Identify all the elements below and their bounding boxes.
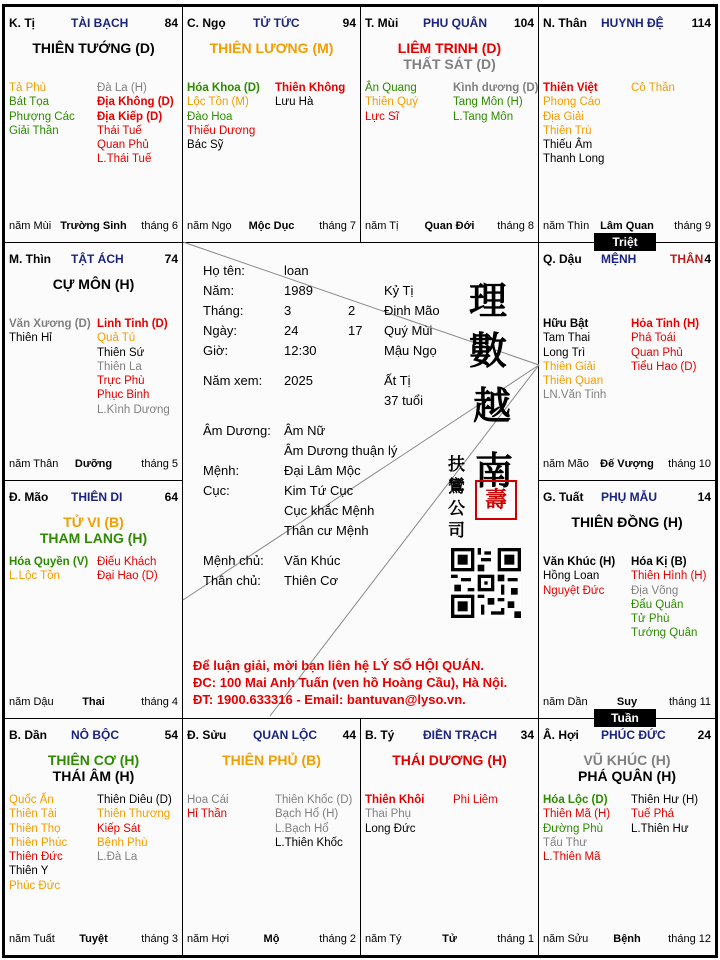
label-cuc: Cục: <box>203 483 230 498</box>
footer-month: tháng 7 <box>319 220 356 232</box>
main-star: VŨ KHÚC (H) <box>583 752 671 768</box>
main-star: TỬ VI (B) <box>63 514 124 530</box>
label-menh-chu: Mệnh chủ: <box>203 553 264 568</box>
minor-star: Tả Phù <box>9 82 47 94</box>
small-calli-3: 公 <box>448 499 465 519</box>
minor-star: Phúc Đức <box>9 879 61 892</box>
footer-month: tháng 10 <box>668 458 711 470</box>
footer-stage: Trường Sinh <box>60 220 127 232</box>
minor-star: Hóa Lộc (D) <box>543 794 608 806</box>
minor-star: Thiên Y <box>9 865 49 878</box>
value-ngay-canchi: Quý Mùi <box>384 323 433 338</box>
palace-name: TỬ TỨC <box>253 16 300 30</box>
palace-name: PHỤ MẪU <box>601 490 657 504</box>
label-menh: Mệnh: <box>203 463 240 478</box>
value-cuc-khac: Cục khắc Mệnh <box>284 503 375 518</box>
minor-star: Thai Phụ <box>365 808 412 821</box>
minor-star: Phong Cáo <box>543 96 601 109</box>
minor-star: Cô Thần <box>631 82 675 94</box>
value-nam: 1989 <box>284 283 313 298</box>
minor-star: Tiểu Hao (D) <box>631 360 697 373</box>
footer-month: tháng 4 <box>141 696 178 708</box>
minor-star: Địa Không (D) <box>97 96 174 109</box>
than-marker: THÂN <box>670 252 704 266</box>
main-star: THÁI DƯƠNG (H) <box>392 752 507 768</box>
value-ngay-am: 17 <box>348 323 363 338</box>
palace-number: 74 <box>164 252 178 266</box>
footer-month: tháng 1 <box>497 933 534 945</box>
tuan-marker: Tuần <box>594 709 656 727</box>
minor-star: Địa Võng <box>631 584 679 597</box>
value-gio: 12:30 <box>284 343 317 358</box>
palace-position: T. Mùi <box>365 16 399 30</box>
minor-star: Đẩu Quân <box>631 598 684 611</box>
footer-month: tháng 11 <box>668 696 711 708</box>
minor-star: Hóa Khoa (D) <box>187 82 260 94</box>
minor-star: Hỉ Thần <box>187 808 228 821</box>
main-star: THẤT SÁT (D) <box>403 56 496 72</box>
minor-star: Đà La (H) <box>97 82 147 94</box>
minor-star: Văn Khúc (H) <box>543 556 616 568</box>
calligraphy-char-3: 越 <box>473 383 512 428</box>
minor-star: Kình dương (D) <box>453 82 539 94</box>
minor-star: Hồng Loan <box>543 570 600 583</box>
footer-year: năm Ngọ <box>187 220 232 232</box>
palace-name: PHU QUÂN <box>423 16 488 30</box>
value-than-chu: Thiên Cơ <box>284 573 339 588</box>
main-star: THIÊN ĐỒNG (H) <box>571 514 683 530</box>
minor-star: Thiên Việt <box>543 82 598 94</box>
label-ngay: Ngày: <box>203 323 237 338</box>
minor-star: Quan Phủ <box>631 346 683 359</box>
minor-star: Quốc Ấn <box>9 794 54 806</box>
minor-star: Điếu Khách <box>97 556 157 568</box>
minor-star: Hoa Cái <box>187 794 229 806</box>
red-seal-icon: 壽 <box>475 480 517 520</box>
footer-stage: Mộ <box>263 933 280 945</box>
minor-star: Thiếu Dương <box>187 124 256 137</box>
minor-star: Đào Hoa <box>187 110 233 123</box>
footer-year: năm Tị <box>365 220 399 232</box>
main-star: PHÁ QUÂN (H) <box>578 768 676 784</box>
palace-number: 34 <box>520 728 534 742</box>
minor-star: Thiên Giải <box>543 360 596 373</box>
value-thang-am: 2 <box>348 303 356 318</box>
value-thang-canchi: Đinh Mão <box>384 303 440 318</box>
main-star: THAM LANG (H) <box>39 530 148 546</box>
palace-number: 84 <box>164 16 178 30</box>
calligraphy-char-4: 南 <box>475 448 514 493</box>
footer-stage: Tuyệt <box>79 933 108 945</box>
minor-star: Thiên Hỉ <box>9 332 52 345</box>
minor-star: Thiên Tài <box>9 808 57 821</box>
minor-star: Hỏa Tinh (H) <box>631 318 700 330</box>
palace-position: C. Ngọ <box>187 16 226 30</box>
minor-star: Giải Thần <box>9 124 59 137</box>
footer-year: năm Thân <box>9 458 59 470</box>
value-tuoi: 37 tuổi <box>384 393 424 408</box>
value-gio-canchi: Mậu Ngọ <box>384 343 437 358</box>
minor-star: L.Đà La <box>97 851 138 864</box>
label-am-duong: Âm Dương: <box>203 423 271 438</box>
minor-star: LN.Văn Tinh <box>543 389 607 402</box>
footer-year: năm Tuất <box>9 933 55 945</box>
footer-month: tháng 12 <box>668 933 711 945</box>
palace-position: B. Tý <box>365 728 395 742</box>
minor-star: Tuế Phá <box>631 808 675 821</box>
contact-line-3[interactable]: ĐT: 1900.633316 - Email: bantuvan@lyso.vn. <box>193 692 466 707</box>
minor-star: L.Lộc Tồn <box>9 570 60 583</box>
palace-name: HUYNH ĐỆ <box>601 16 664 30</box>
minor-star: Tam Thai <box>543 332 591 345</box>
value-am-duong-ly: Âm Dương thuận lý <box>284 443 398 458</box>
minor-star: Thiên Quan <box>543 375 604 388</box>
minor-star: Bạch Hổ (H) <box>275 808 339 821</box>
contact-line-2: ĐC: 100 Mai Anh Tuấn (ven hồ Hoàng Cầu), Hà Nội. <box>193 675 508 690</box>
small-calli-4: 司 <box>448 521 465 541</box>
footer-stage: Quan Đới <box>424 220 475 232</box>
small-calli-1: 扶 <box>448 455 465 475</box>
minor-star: Tử Phù <box>631 613 670 626</box>
calligraphy-char-2: 數 <box>469 328 508 373</box>
palace-position: G. Tuất <box>543 490 584 504</box>
palace-number: 54 <box>164 728 178 742</box>
palace-number: 44 <box>342 728 356 742</box>
palace-name: TẬT ÁCH <box>71 252 124 266</box>
palace-name: MỆNH <box>601 252 637 266</box>
palace-name: ĐIỀN TRẠCH <box>423 728 497 742</box>
main-star: THIÊN TƯỚNG (D) <box>32 40 155 56</box>
minor-star: L.Thiên Mã <box>543 851 601 864</box>
minor-star: Quả Tú <box>97 332 136 345</box>
calligraphy-char-1: 理 <box>469 278 508 323</box>
minor-star: Phượng Các <box>9 110 75 123</box>
label-thang: Tháng: <box>203 303 244 318</box>
label-ho-ten: Họ tên: <box>203 263 245 278</box>
minor-star: Địa Giải <box>543 110 584 123</box>
value-nam-xem: 2025 <box>284 373 313 388</box>
minor-star: Hóa Kị (B) <box>631 556 687 568</box>
footer-stage: Dưỡng <box>74 458 113 470</box>
minor-star: Đại Hao (D) <box>97 570 158 583</box>
minor-star: Hóa Quyền (V) <box>9 556 89 568</box>
palace-number: 114 <box>691 16 711 30</box>
footer-stage: Mộc Dục <box>248 220 295 232</box>
minor-star: Long Trì <box>543 346 586 359</box>
palace-name: THIÊN DI <box>71 490 123 504</box>
minor-star: Thiên Khôi <box>365 794 425 806</box>
value-than-cu: Thân cư Mệnh <box>284 523 369 538</box>
palace-position: K. Tị <box>9 16 35 30</box>
minor-star: Lưu Hà <box>275 96 314 109</box>
main-star: THÁI ÂM (H) <box>52 768 135 784</box>
palace-number: 24 <box>697 728 711 742</box>
footer-stage: Bệnh <box>613 933 641 945</box>
palace-name: TÀI BẠCH <box>71 16 129 30</box>
footer-year: năm Mão <box>543 458 589 470</box>
minor-star: Nguyệt Đức <box>543 584 605 597</box>
minor-star: L.Thiên Khốc <box>275 836 343 849</box>
palace-position: M. Thìn <box>9 252 51 266</box>
minor-star: Phá Toái <box>631 332 676 345</box>
minor-star: Lực Sĩ <box>365 110 399 123</box>
value-menh-chu: Văn Khúc <box>284 553 341 568</box>
minor-star: Địa Kiếp (D) <box>97 110 163 123</box>
minor-star: Thiên Khốc (D) <box>275 794 353 806</box>
value-nam-xem-canchi: Ất Tị <box>384 373 411 388</box>
minor-star: Thái Tuế <box>97 124 142 137</box>
minor-star: Thiên Đức <box>9 851 63 864</box>
footer-stage: Lâm Quan <box>600 220 654 232</box>
minor-star: L.Tang Môn <box>453 110 514 123</box>
palace-number: 94 <box>342 16 356 30</box>
minor-star: Trực Phù <box>97 375 145 388</box>
palace-number: 64 <box>164 490 178 504</box>
center-info-panel <box>183 240 539 716</box>
footer-stage: Suy <box>616 696 638 708</box>
palace-name: NÔ BỘC <box>71 728 119 742</box>
minor-star: Thiên Mã (H) <box>543 808 611 821</box>
minor-star: Bác Sỹ <box>187 139 224 152</box>
minor-star: Quan Phủ <box>97 139 149 152</box>
footer-stage: Tử <box>442 933 457 945</box>
footer-month: tháng 3 <box>141 933 178 945</box>
minor-star: Thiên Hư (H) <box>631 794 699 806</box>
main-star: THIÊN CƠ (H) <box>47 752 140 768</box>
minor-star: Thiên Thương <box>97 808 171 821</box>
label-gio: Giờ: <box>203 343 229 358</box>
value-ho-ten: loan <box>284 263 309 278</box>
qr-code-icon[interactable] <box>451 548 521 618</box>
minor-star: Ân Quang <box>365 82 417 94</box>
main-star: LIÊM TRINH (D) <box>397 40 502 56</box>
palace-number: 14 <box>697 490 711 504</box>
minor-star: Thiên Trù <box>543 124 592 137</box>
value-thang: 3 <box>284 303 292 318</box>
footer-month: tháng 2 <box>319 933 356 945</box>
value-ngay: 24 <box>284 323 299 338</box>
minor-star: Thiên La <box>97 360 142 373</box>
value-nam-canchi: Kỷ Tị <box>384 283 414 298</box>
footer-year: năm Thìn <box>543 220 590 232</box>
minor-star: Thiên Thọ <box>9 822 61 835</box>
minor-star: Phục Binh <box>97 389 150 402</box>
palace-position: Đ. Sửu <box>187 728 227 742</box>
palace-position: B. Dần <box>9 728 48 742</box>
minor-star: Linh Tinh (D) <box>97 318 168 330</box>
minor-star: L.Thái Tuế <box>97 153 152 166</box>
minor-star: Thiên Diêu (D) <box>97 794 172 806</box>
footer-stage: Thai <box>82 696 105 708</box>
main-star: THIÊN LƯƠNG (M) <box>209 40 334 56</box>
minor-star: Tướng Quân <box>631 627 698 640</box>
minor-star: Phi Liêm <box>453 794 498 806</box>
minor-star: Thiên Phúc <box>9 836 68 849</box>
value-am-duong: Âm Nữ <box>284 423 326 438</box>
small-calli-2: 鸞 <box>448 477 465 497</box>
minor-star: Bệnh Phù <box>97 836 148 849</box>
label-nam-xem: Năm xem: <box>203 373 263 388</box>
minor-star: Tấu Thư <box>543 836 587 849</box>
label-than-chu: Thân chủ: <box>203 573 261 588</box>
minor-star: Thiên Không <box>275 82 346 94</box>
footer-month: tháng 8 <box>497 220 534 232</box>
minor-star: Đường Phù <box>543 822 603 835</box>
footer-year: năm Mùi <box>9 220 52 232</box>
minor-star: L.Bạch Hổ <box>275 822 329 835</box>
footer-year: năm Dần <box>543 696 588 708</box>
footer-month: tháng 6 <box>141 220 178 232</box>
palace-position: Q. Dậu <box>543 252 582 266</box>
palace-number: 104 <box>513 16 534 30</box>
minor-star: Lộc Tồn (M) <box>187 96 249 109</box>
minor-star: Kiếp Sát <box>97 822 141 835</box>
footer-year: năm Sửu <box>543 933 589 945</box>
minor-star: Thiếu Âm <box>543 139 593 152</box>
minor-star: Thanh Long <box>543 153 605 166</box>
palace-name: PHÚC ĐỨC <box>601 728 666 742</box>
palace-number: 4 <box>704 252 711 266</box>
value-menh: Đại Lâm Mộc <box>284 463 361 478</box>
footer-year: năm Dậu <box>9 696 54 708</box>
palace-name: QUAN LỘC <box>253 728 317 742</box>
minor-star: Thiên Quý <box>365 96 419 109</box>
label-nam: Năm: <box>203 283 235 298</box>
minor-star: Thiên Hình (H) <box>631 570 707 583</box>
palace-position: Đ. Mão <box>9 490 49 504</box>
footer-stage: Đế Vượng <box>600 458 654 470</box>
palace-position: Â. Hợi <box>543 728 579 742</box>
minor-star: Thiên Sứ <box>97 346 145 359</box>
footer-year: năm Hợi <box>187 933 230 945</box>
contact-line-1: Để luận giải, mời bạn liên hệ LÝ SỐ HỘI QUÁN. <box>193 658 484 673</box>
minor-star: Long Đức <box>365 822 416 835</box>
minor-star: L.Thiên Hư <box>631 822 689 835</box>
main-star: CỰ MÔN (H) <box>52 276 135 292</box>
footer-month: tháng 9 <box>674 220 711 232</box>
triet-marker: Triệt <box>594 233 656 251</box>
minor-star: Hữu Bật <box>543 318 589 330</box>
footer-year: năm Tý <box>365 933 402 945</box>
minor-star: L.Kình Dương <box>97 403 170 416</box>
minor-star: Văn Xương (D) <box>9 318 91 330</box>
minor-star: Tang Môn (H) <box>453 96 523 109</box>
value-cuc: Kim Tứ Cục <box>284 483 354 498</box>
minor-star: Bát Tọa <box>9 96 50 109</box>
main-star: THIÊN PHỦ (B) <box>222 752 321 768</box>
footer-month: tháng 5 <box>141 458 178 470</box>
palace-position: N. Thân <box>543 16 587 30</box>
